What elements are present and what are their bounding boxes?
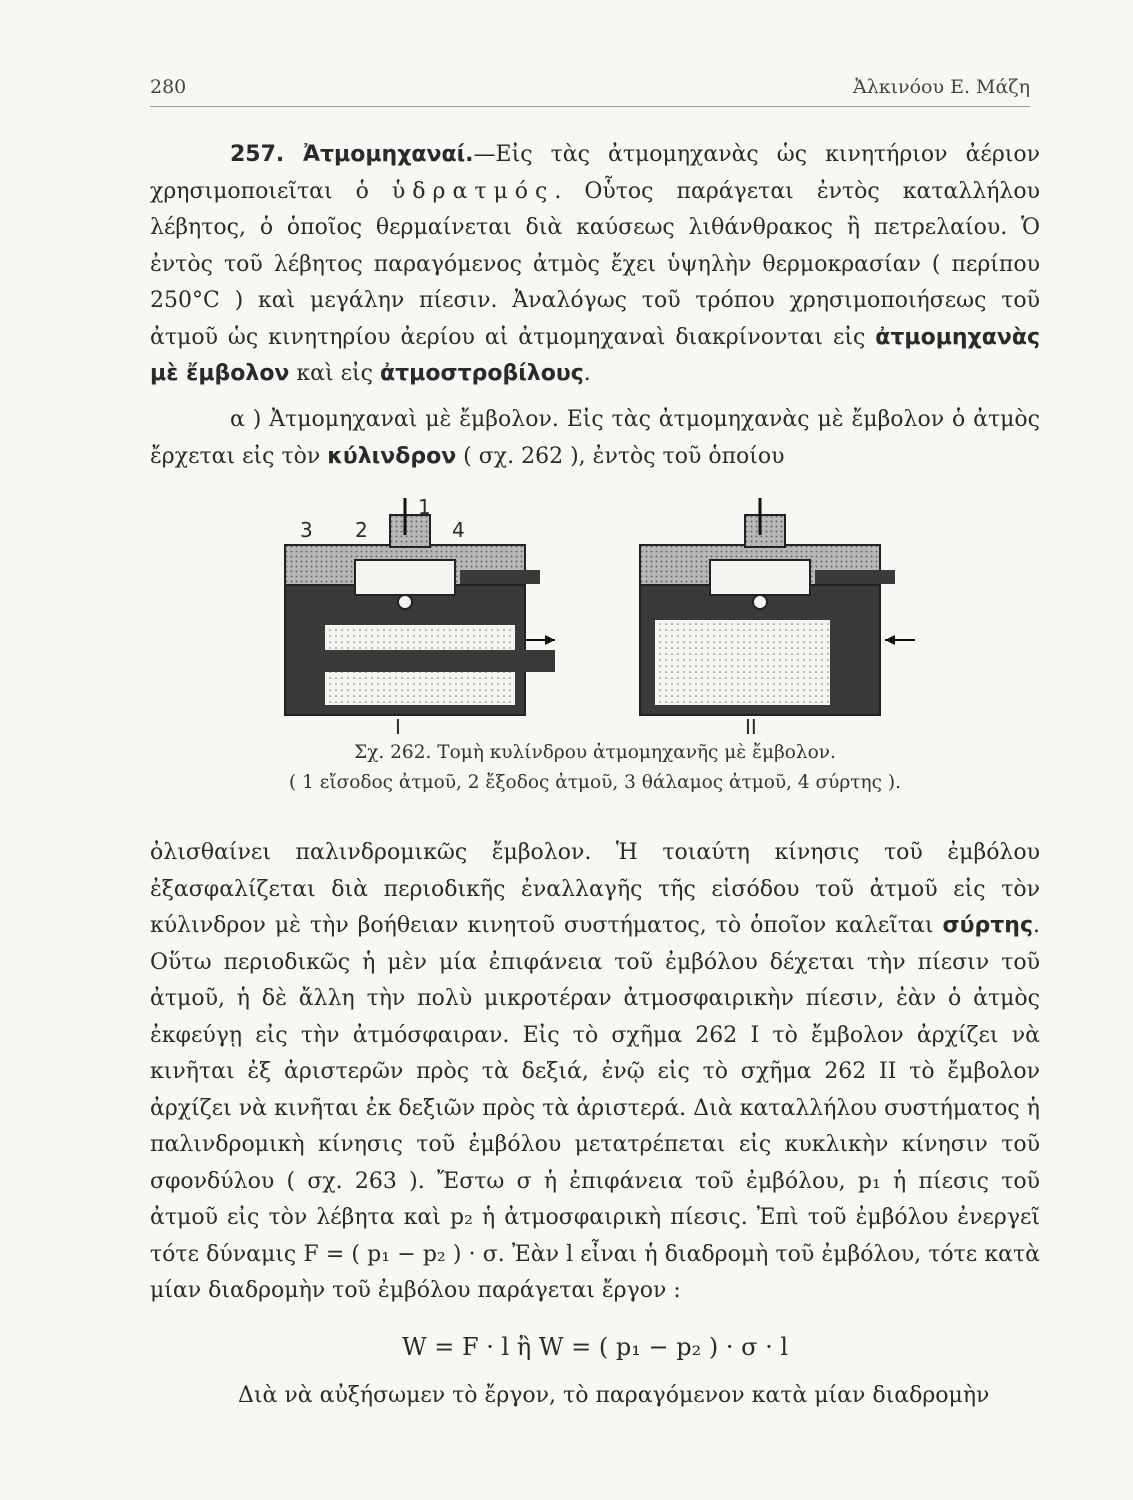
panel-label-one: I [395,715,401,739]
term-turbines: ἀτμοστροβίλους [379,361,584,386]
figure-caption-legend: ( 1 εἴσοδος ἀτμοῦ, 2 ἔξοδος ἀτμοῦ, 3 θάλαμος ἀτμοῦ, 4 σύρτης ). [289,772,901,793]
last-line: Διὰ νὰ αὐξήσωμεν τὸ ἔργον, τὸ παραγόμενον κατὰ μίαν διαδρομὴν [238,1383,990,1408]
figure-caption: Σχ. 262. Τομὴ κυλίνδρου ἀτμομηχανῆς μὲ ἔμβολον. [354,742,836,763]
panel-two-drawing [640,498,915,715]
spaced-word: ὑδρατμός [391,178,555,204]
figure-label-4: 4 [452,518,465,542]
panel-one-drawing [285,498,555,715]
page-header [150,70,1030,107]
running-author: Ἀλκινόου Ε. Μάζη [852,76,1030,98]
section-paragraph [150,137,1040,393]
figure-label-1: 1 [418,495,431,519]
body-text-1: ὀλισθαίνει παλινδρομικῶς ἔμβολον. Ἡ τοιαύτη κίνησις τοῦ ἐμβόλου ἐξασφαλίζεται διὰ περιοδικῆς ἐναλλαγῆς τῆς εἰσόδου τοῦ ἀτμοῦ εἰς τὸν κύλινδρον μὲ τὴν βοήθειαν κινητοῦ συστήματος, τὸ ὁποῖον καλεῖται [150,840,1040,938]
term-cylinder: κύλινδρον [327,443,457,469]
section-text-2: . Οὗτος παράγεται ἐντὸς καταλλήλου λέβητος, ὁ ὁποῖος θερμαίνεται διὰ καύσεως λιθάνθρακος ἢ πετρελαίου. Ὁ ἐντὸς τοῦ λέβητος παραγόμενος ἀτμὸς ἔχει ὑψηλὴν θερμοκρασίαν ( περίπου 250°C ) καὶ μεγάλην πίεσιν. Ἀναλόγως τοῦ τρόπου χρησιμοποιήσεως τοῦ ἀτμοῦ ὡς κινητηρίου ἀερίου αἱ ἀτμομηχαναὶ διακρίνονται εἰς [150,178,1040,350]
alpha-text-1: α ) Ἀτμομηχαναὶ μὲ ἔμβολον. Εἰς τὰς ἀτμομηχανὰς μὲ ἔμβολον ὁ ἀτμὸς ἔρχεται εἰς τὸν [150,407,1040,469]
section-text-4: . [583,361,591,386]
section-text-1: —Εἰς τὰς ἀτμομηχανὰς ὡς κινητήριον ἀέριον χρησιμοποιεῖται ὁ [150,142,1041,204]
term-slide-valve: σύρτης [942,913,1033,938]
figure-label-2: 2 [355,518,368,542]
figure-262 [280,490,920,740]
alpha-text-2: ( σχ. 262 ), ἐντὸς τοῦ ὁποίου [456,443,785,469]
term-piston-engines: ἀτμομηχανὰς μὲ ἔμβολον [150,324,1040,386]
panel-label-two: II [745,715,757,739]
page-number: 280 [150,76,187,98]
body-paragraph [150,835,1040,1310]
cylinder-diagram [280,490,920,740]
work-formula: W = F · l ἢ W = ( p₁ − p₂ ) · σ · l [401,1333,789,1361]
body-text-2: . Οὕτω περιοδικῶς ἡ μὲν μία ἐπιφάνεια τοῦ ἐμβόλου δέχεται τὴν πίεσιν τοῦ ἀτμοῦ, ἡ δὲ ἄλλη τὴν πολὺ μικροτέραν ἀτμοσφαιρικὴν πίεσιν, ἐὰν ὁ ἀτμὸς ἐκφεύγῃ εἰς τὴν ἀτμόσφαιραν. Εἰς τὸ σχῆμα 262 I τὸ ἔμβολον ἀρχίζει νὰ κινῆται ἐξ ἀριστερῶν πρὸς τὰ δεξιά, ἐνῷ εἰς τὸ σχῆμα 262 II τὸ ἔμβολον ἀρχίζει νὰ κινῆται ἐκ δεξιῶν πρὸς τὰ ἀριστερά. Διὰ καταλλήλου συστήματος ἡ παλινδρομικὴ κίνησις τοῦ ἐμβόλου μετατρέπεται εἰς κυκλικὴν κίνησιν τοῦ σφονδύλου ( σχ. 263 ). Ἔστω σ ἡ ἐπιφάνεια τοῦ ἐμβόλου, p₁ ἡ πίεσις τοῦ ἀτμοῦ εἰς τὸν λέβητα καὶ p₂ ἡ ἀτμοσφαιρικὴ πίεσις. Ἐπὶ τοῦ ἐμβόλου ἐνεργεῖ τότε δύναμις F = ( p₁ − p₂ ) · σ. Ἐὰν l εἶναι ἡ διαδρομὴ τοῦ ἐμβόλου, τότε κατὰ μίαν διαδρομὴν τοῦ ἐμβόλου παράγεται ἔργον : [150,913,1040,1303]
alpha-paragraph [150,402,1040,475]
section-heading: 257. Ἀτμομηχαναί. [230,142,474,167]
section-text-3: καὶ εἰς [289,361,380,386]
figure-label-3: 3 [300,518,313,542]
